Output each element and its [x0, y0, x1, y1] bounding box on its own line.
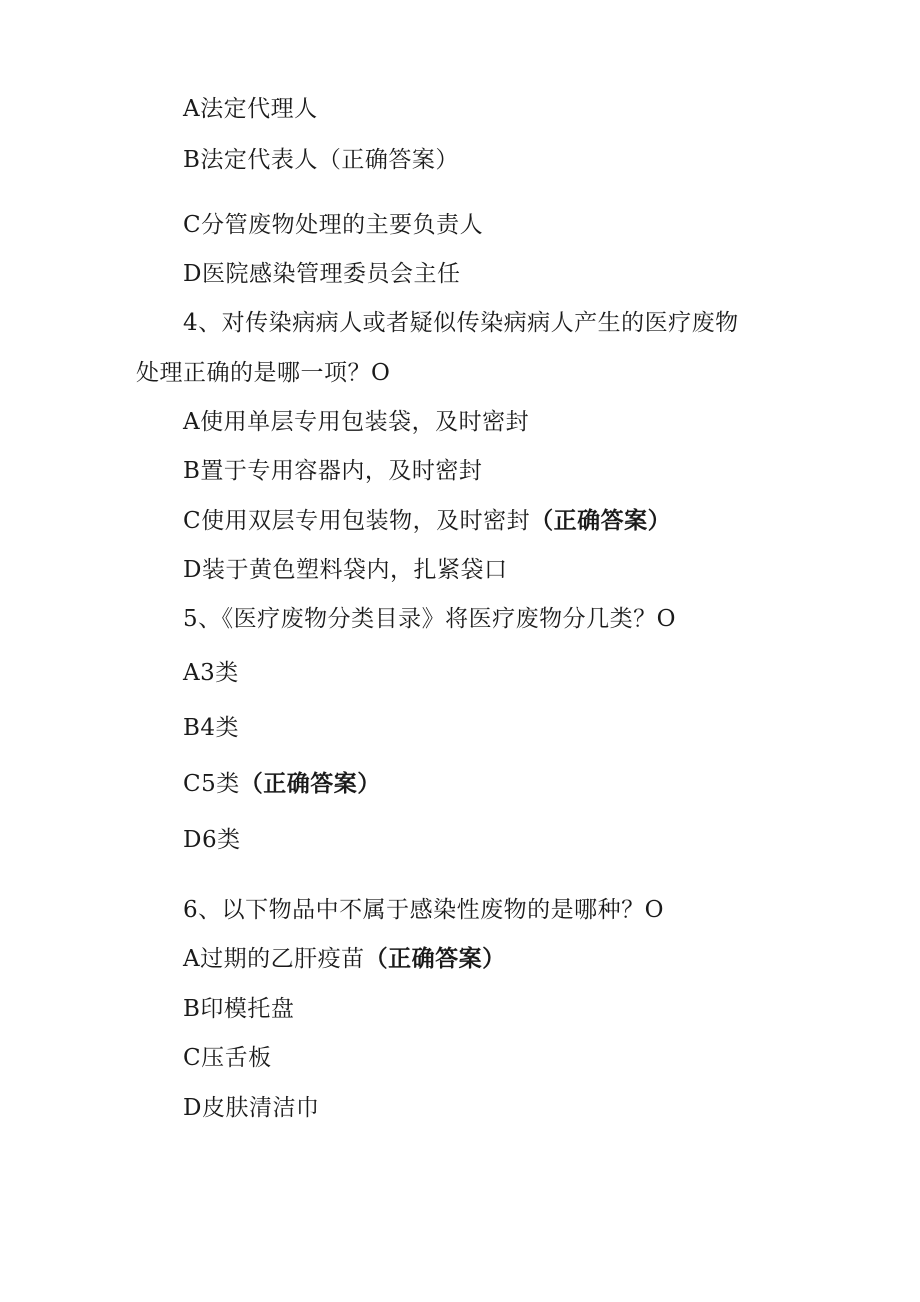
q5-option-c	[183, 769, 381, 799]
q5-option-b: B4类	[183, 715, 240, 741]
q6-option-a	[183, 944, 506, 974]
q5-option-d: D6类	[183, 827, 241, 853]
q4-option-c	[183, 506, 671, 536]
q4-option-b: B置于专用容器内，及时密封	[183, 458, 483, 484]
q6-option-d: D皮肤清洁巾	[183, 1095, 320, 1121]
q5-option-c-text: C5类	[183, 771, 240, 797]
q6-correct-mark: （正确答案）	[364, 946, 506, 972]
q4-option-d: D装于黄色塑料袋内，扎紧袋口	[183, 557, 508, 583]
q4-stem-line2: 处理正确的是哪一项？O	[136, 360, 391, 386]
q6-option-b: B印模托盘	[183, 996, 295, 1022]
q6-stem: 6、以下物品中不属于感染性废物的是哪种？O	[183, 897, 664, 923]
q5-stem: 5、《医疗废物分类目录》将医疗废物分几类？O	[183, 606, 676, 632]
q3-option-c: C分管废物处理的主要负责人	[183, 212, 484, 238]
q4-correct-mark: （正确答案）	[530, 508, 672, 534]
q4-stem-line1: 4、对传染病病人或者疑似传染病病人产生的医疗废物	[183, 310, 739, 336]
q5-correct-mark: （正确答案）	[239, 771, 381, 797]
q5-option-a: A3类	[183, 660, 239, 686]
q4-option-a: A使用单层专用包装袋，及时密封	[183, 409, 530, 435]
q3-option-d: D医院感染管理委员会主任	[183, 261, 461, 287]
q3-option-b: B法定代表人（正确答案）	[183, 147, 459, 173]
q4-option-c-text: C使用双层专用包装物，及时密封	[183, 508, 531, 534]
q3-option-a: A法定代理人	[183, 96, 318, 122]
q6-option-c: C压舌板	[183, 1045, 272, 1071]
q6-option-a-text: A过期的乙肝疫苗	[183, 946, 365, 972]
